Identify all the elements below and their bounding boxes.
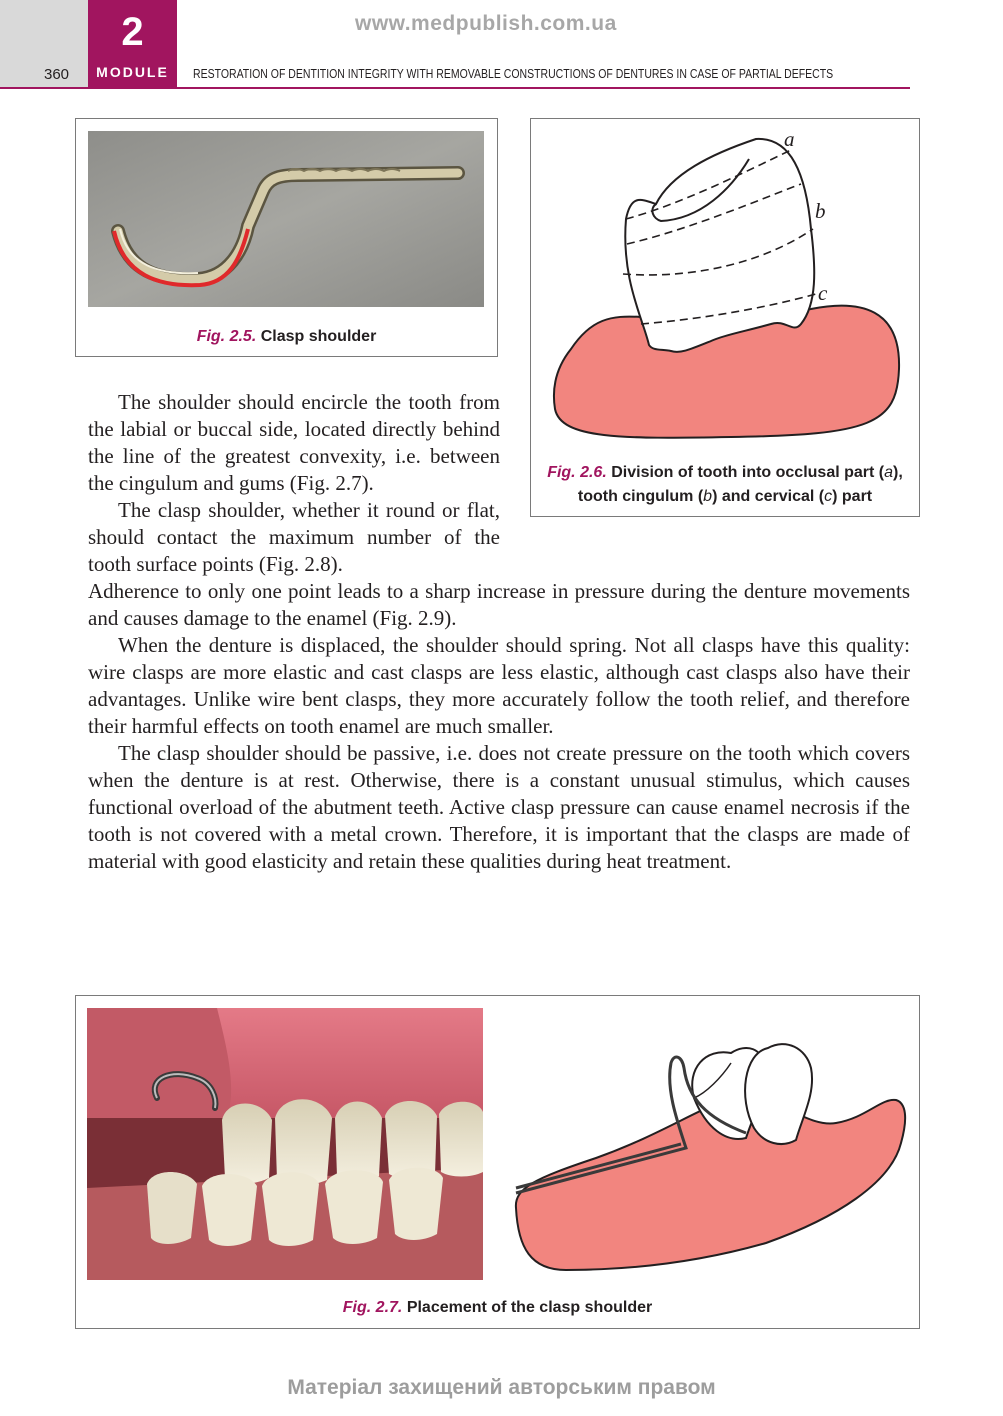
figure-number: Fig. 2.5. — [196, 328, 257, 345]
figure-2-7 — [75, 995, 920, 1329]
figure-2-5-caption — [76, 325, 497, 349]
teeth-clasp-photo — [87, 1008, 483, 1280]
caption-text: ) part — [832, 488, 873, 505]
caption-text: Placement of the clasp shoulder — [406, 1299, 653, 1316]
chapter-title: RESTORATION OF DENTITION INTEGRITY WITH REMOVABLE CONSTRUCTIONS OF DENTURES IN CASE OF PARTIAL DEFECTS — [193, 67, 834, 81]
caption-label-b: b — [703, 488, 713, 505]
diagram-label-b: b — [815, 199, 826, 223]
copyright-notice: Матеріал захищений авторським правом — [287, 1376, 716, 1399]
figure-2-7-caption — [76, 1296, 919, 1320]
caption-text: ) and cervical ( — [712, 488, 825, 505]
caption-text: Clasp shoulder — [260, 328, 377, 345]
figure-2-5 — [75, 118, 498, 357]
clasp-shoulder-photo — [88, 131, 484, 307]
figure-2-6 — [530, 118, 920, 517]
website-watermark: www.medpublish.com.ua — [355, 12, 617, 35]
tooth-division-diagram — [531, 119, 919, 449]
caption-text: Division of tooth into occlusal part ( — [611, 464, 885, 481]
figure-number: Fig. 2.7. — [342, 1299, 403, 1316]
page-number: 360 — [44, 66, 70, 83]
paragraph: The shoulder should encircle the tooth from the labial or buccal side, located directly behind the line of the greatest convexity, i.e. between the cingulum and gums (Fig. 2.7). — [88, 390, 500, 495]
paragraph: When the denture is displaced, the shoulder should spring. Not all clasps have this quality: wire clasps are more elastic and cast clasps are less elastic, although cast clasps also have their advantages. Unlike wire bent clasps, they more accurately follow the tooth relief, and therefore their harmful effects on tooth enamel are much smaller. — [88, 633, 910, 738]
paragraph: The clasp shoulder should be passive, i.e. does not create pressure on the tooth which covers when the denture is at rest. Otherwise, there is a constant unusual stimulus, which causes functional overload of the abutment teeth. Active clasp pressure can cause enamel necrosis if the tooth is not covered with a metal crown. Therefore, it is important that the clasps are made of material with good elasticity and retain these qualities during heat treatment. — [88, 741, 910, 873]
caption-label-c: c — [824, 488, 833, 505]
figure-number: Fig. 2.6. — [547, 464, 607, 481]
caption-label-a: a — [884, 464, 894, 481]
body-column-text — [88, 389, 500, 578]
diagram-label-a: a — [784, 127, 795, 151]
caption-text: ), — [893, 464, 903, 481]
module-label: MODULE — [96, 64, 169, 80]
caption-text: tooth cingulum ( — [577, 488, 704, 505]
header-rule — [0, 87, 910, 89]
paragraph: The clasp shoulder, whether it round or flat, should contact the maximum number of the tooth surface points (Fig. 2.8). — [88, 498, 500, 576]
diagram-label-c: c — [818, 281, 828, 305]
figure-2-6-caption — [531, 461, 919, 509]
body-full-text — [88, 578, 910, 875]
paragraph: Adherence to only one point leads to a sharp increase in pressure during the denture movements and causes damage to the enamel (Fig. 2.9). — [88, 579, 910, 630]
module-number: 2 — [121, 10, 144, 54]
clasp-placement-diagram — [506, 1008, 916, 1280]
